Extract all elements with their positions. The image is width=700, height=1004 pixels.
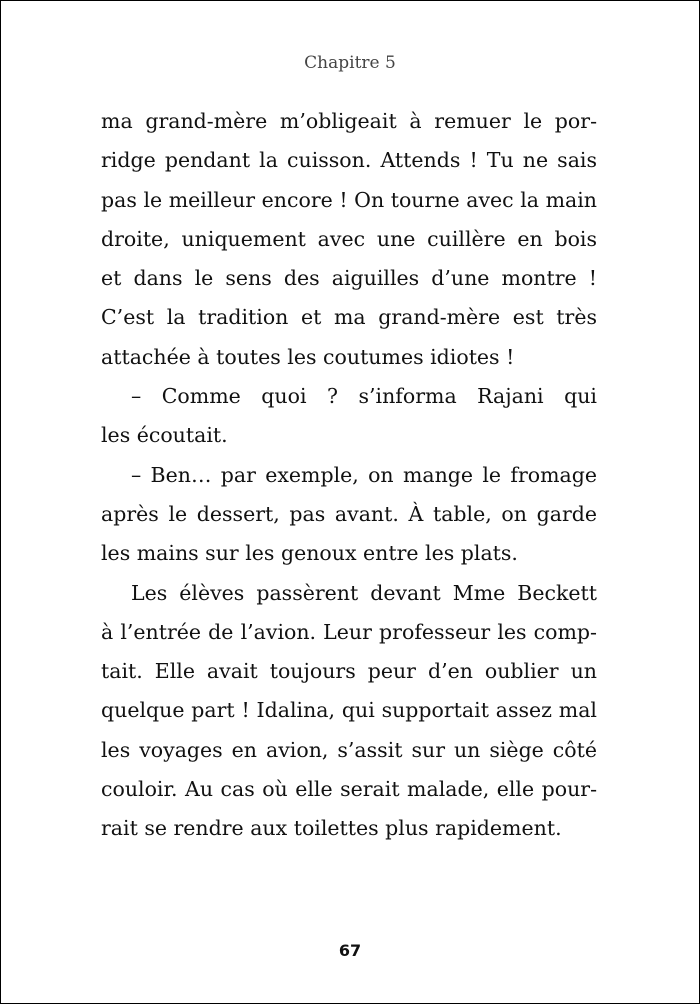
text-line: après le dessert, pas avant. À table, on garde	[101, 501, 597, 526]
text-line: pas le meilleur encore ! On tourne avec la main	[101, 187, 597, 212]
text-line: les écoutait.	[101, 423, 228, 448]
text-line: droite, uniquement avec une cuillère en bois	[101, 226, 597, 251]
text-line: rait se rendre aux toilettes plus rapidement.	[101, 816, 562, 841]
text-line: et dans le sens des aiguilles d’une montre !	[101, 266, 597, 291]
text-line: ma grand-mère m’obligeait à remuer le por-	[101, 109, 597, 133]
text-line: C’est la tradition et ma grand-mère est très	[101, 305, 597, 330]
chapter-header: Chapitre 5	[304, 53, 396, 73]
text-line: quelque part ! Idalina, qui supportait assez mal	[101, 698, 597, 723]
text-line: – Comme quoi ? s’informa Rajani qui	[131, 384, 597, 409]
text-line: Les élèves passèrent devant Mme Beckett	[131, 580, 597, 605]
text-line: – Ben… par exemple, on mange le fromage	[131, 462, 597, 487]
text-line: ridge pendant la cuisson. Attends ! Tu ne sais	[101, 148, 597, 173]
page-number: 67	[338, 941, 362, 960]
text-line: les mains sur les genoux entre les plats.	[101, 541, 518, 566]
text-line: attachée à toutes les coutumes idiotes !	[101, 344, 515, 369]
text-line: couloir. Au cas où elle serait malade, elle pour-	[101, 777, 597, 802]
text-line: les voyages en avion, s’assit sur un siège côté	[101, 737, 597, 762]
text-line: tait. Elle avait toujours peur d’en oublier un	[101, 659, 597, 684]
text-line: à l’entrée de l’avion. Leur professeur les comp-	[101, 619, 597, 644]
body-text	[101, 102, 597, 849]
